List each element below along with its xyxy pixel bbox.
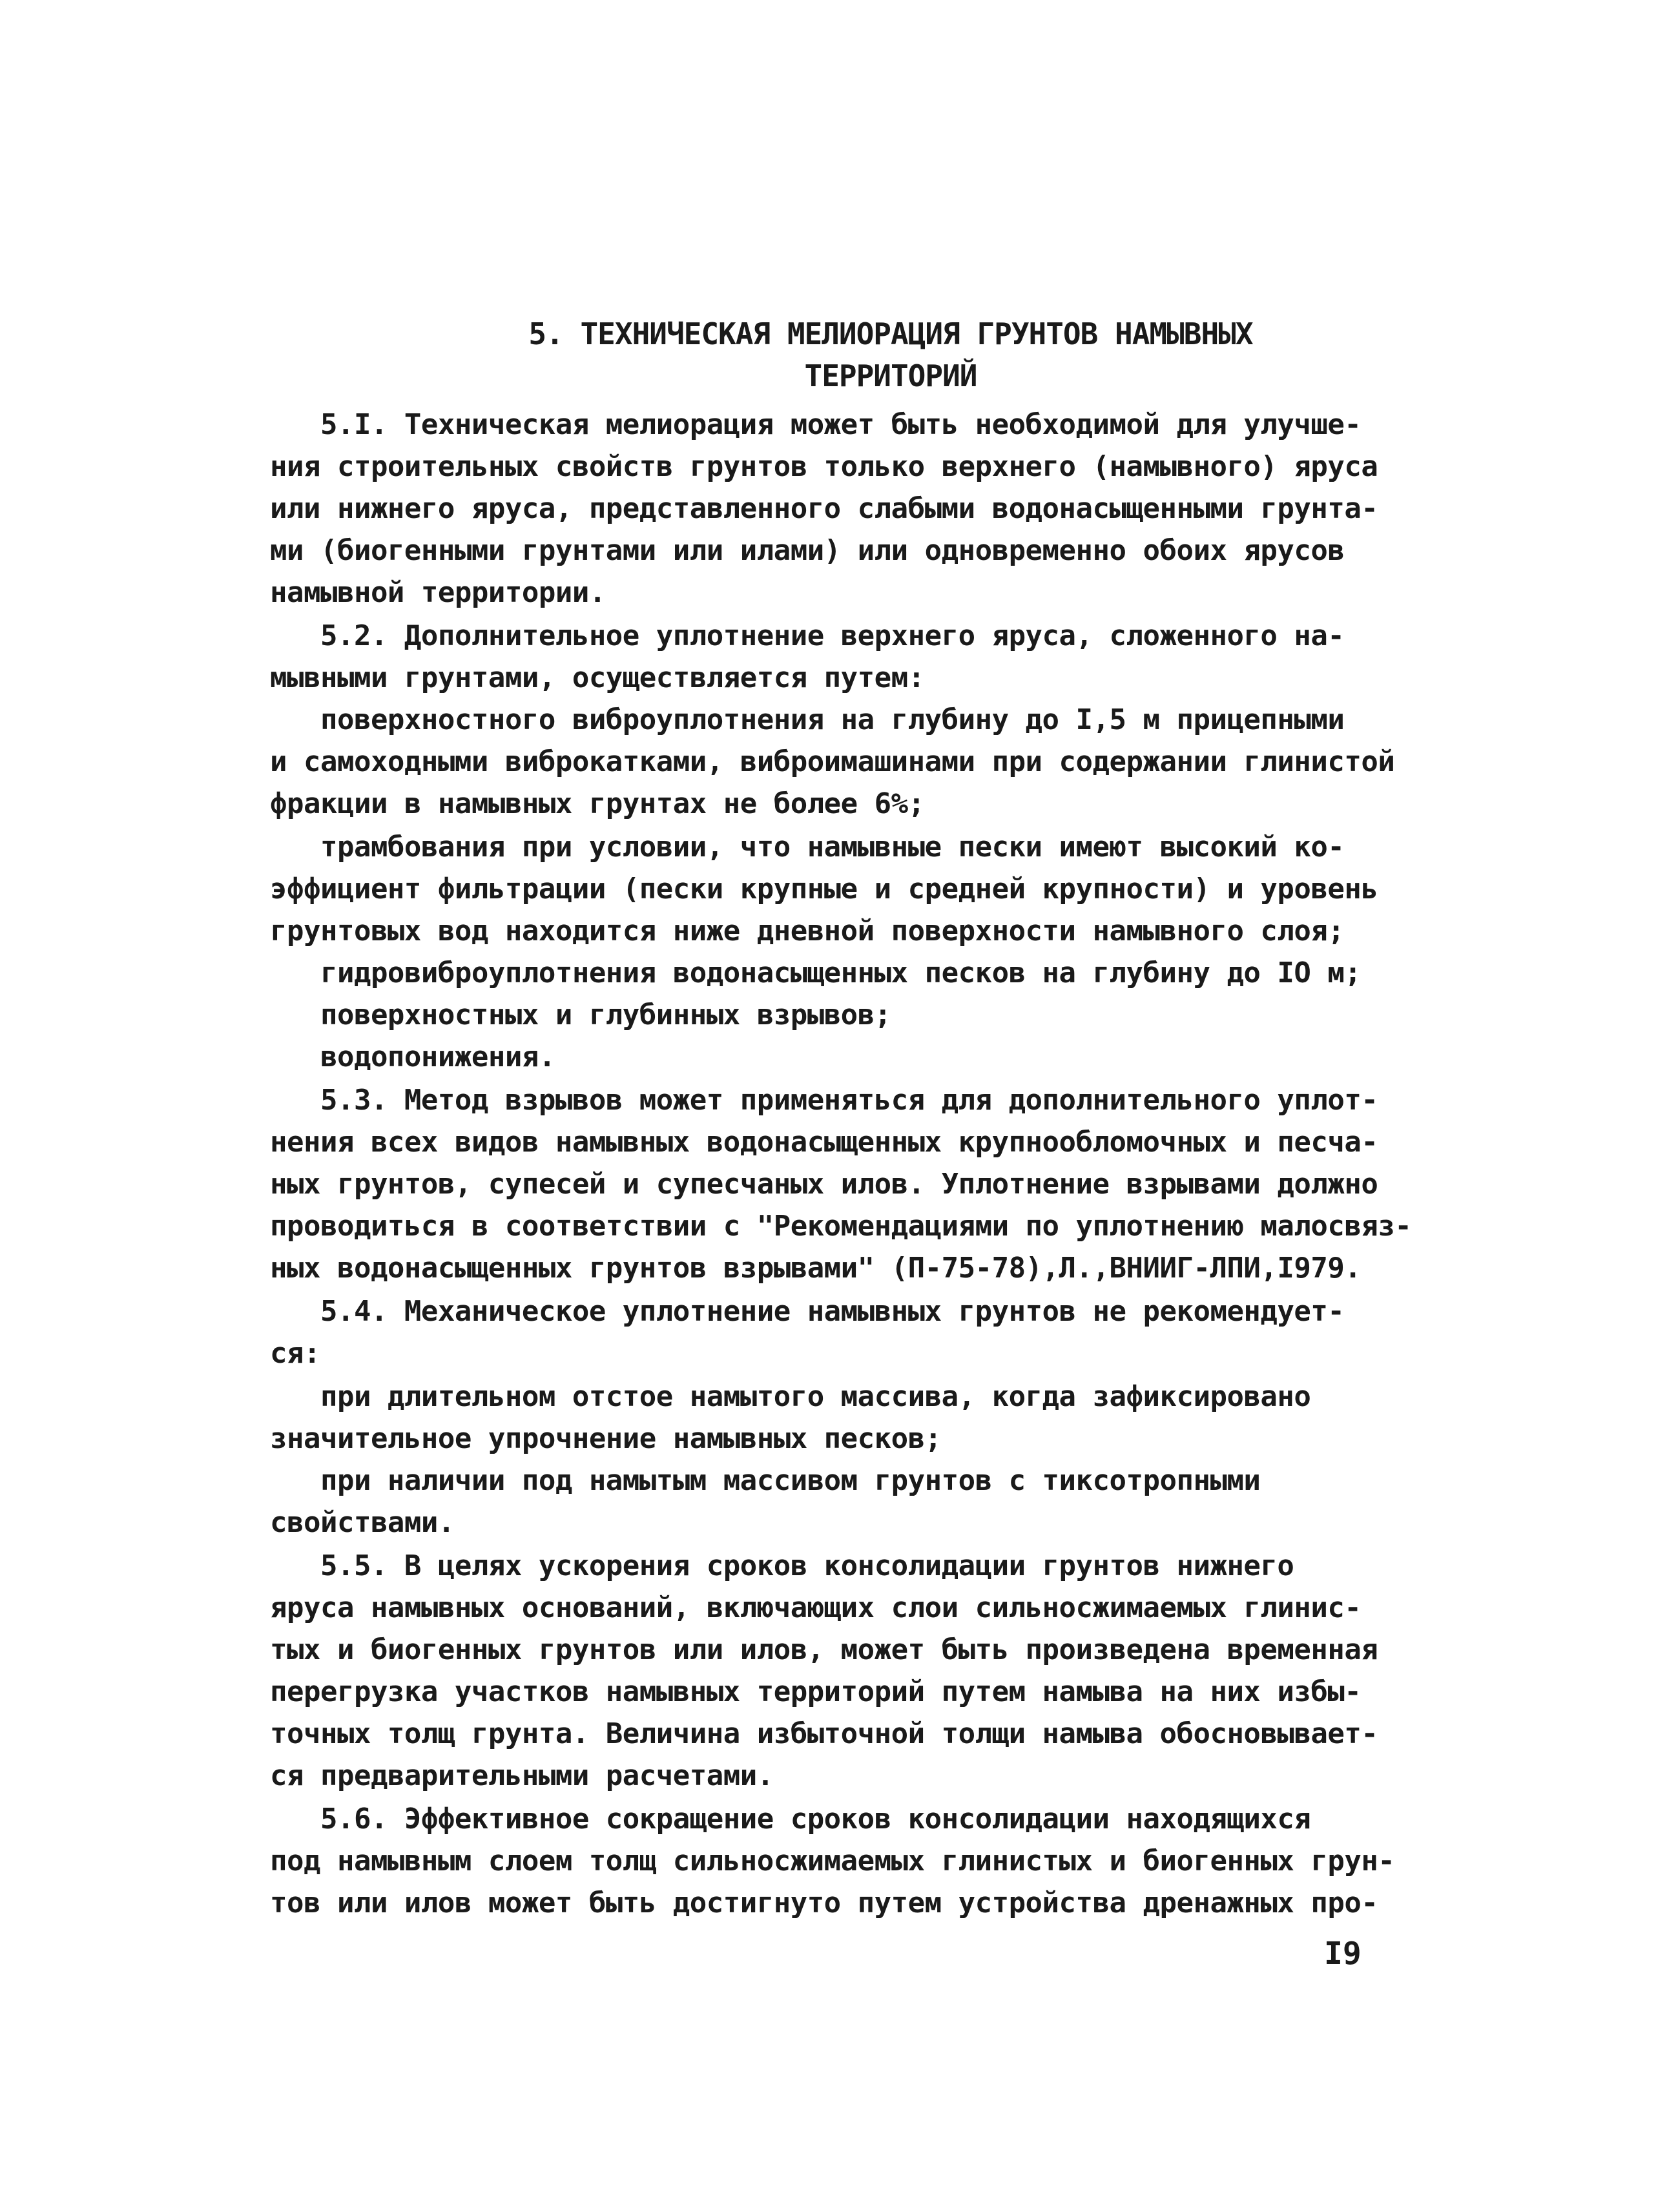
text-line: при наличии под намытым массивом грунтов с тиксотропными (270, 1464, 1261, 1497)
text-line: эффициент фильтрации (пески крупные и средней крупности) и уровень (270, 873, 1378, 905)
text-line: нения всех видов намывных водонасыщенных крупнообломочных и песча- (270, 1126, 1378, 1159)
text-line: трамбования при условии, что намывные пески имеют высокий ко- (270, 831, 1345, 863)
section-title-line-1: 5. ТЕХНИЧЕСКАЯ МЕЛИОРАЦИЯ ГРУНТОВ НАМЫВНЫХ (528, 316, 1253, 351)
text-line: фракции в намывных грунтах не более 6%; (270, 787, 925, 820)
text-line: поверхностных и глубинных взрывов; (270, 998, 891, 1031)
text-line: свойствами. (270, 1506, 455, 1539)
text-line: значительное упрочнение намывных песков; (270, 1422, 942, 1455)
text-line: ся предварительными расчетами. (270, 1759, 774, 1792)
text-line: водопонижения. (270, 1040, 555, 1073)
text-line: 5.3. Метод взрывов может применяться для дополнительного уплот- (270, 1084, 1378, 1117)
text-line: при длительном отстое намытого массива, когда зафиксировано (270, 1380, 1311, 1413)
text-line: мывными грунтами, осуществляется путем: (270, 661, 925, 694)
text-line: ных водонасыщенных грунтов взрывами" (П-75-78),Л.,ВНИИГ-ЛПИ,I979. (270, 1252, 1362, 1285)
text-line: точных толщ грунта. Величина избыточной толщи намыва обосновывает- (270, 1717, 1378, 1750)
text-line: 5.5. В целях ускорения сроков консолидации грунтов нижнего (270, 1549, 1294, 1582)
text-line: тых и биогенных грунтов или илов, может быть произведена временная (270, 1633, 1378, 1666)
text-line: 5.2. Дополнительное уплотнение верхнего яруса, сложенного на- (270, 619, 1345, 652)
text-line: ми (биогенными грунтами или илами) или одновременно обоих ярусов (270, 534, 1345, 567)
text-line: под намывным слоем толщ сильносжимаемых глинистых и биогенных грун- (270, 1845, 1395, 1877)
text-line: 5.4. Механическое уплотнение намывных грунтов не рекомендует- (270, 1295, 1345, 1328)
text-line: гидровиброуплотнения водонасыщенных песков на глубину до IO м; (270, 956, 1362, 989)
section-title-line-2: ТЕРРИТОРИЙ (804, 358, 977, 393)
text-line: поверхностного виброуплотнения на глубину до I,5 м прицепными (270, 703, 1345, 736)
text-line: и самоходными виброкатками, виброимашинами при содержании глинистой (270, 745, 1395, 778)
text-line: ния строительных свойств грунтов только верхнего (намывного) яруса (270, 450, 1378, 483)
text-line: 5.6. Эффективное сокращение сроков консолидации находящихся (270, 1803, 1311, 1835)
text-line: грунтовых вод находится ниже дневной поверхности намывного слоя; (270, 915, 1345, 947)
page-number: I9 (1324, 1936, 1362, 1972)
text-line: ных грунтов, супесей и супесчаных илов. Уплотнение взрывами должно (270, 1168, 1378, 1201)
text-line: перегрузка участков намывных территорий путем намыва на них избы- (270, 1675, 1362, 1708)
text-line: намывной территории. (270, 576, 606, 609)
text-line: ся: (270, 1337, 320, 1370)
text-line: яруса намывных оснований, включающих слои сильносжимаемых глинис- (270, 1591, 1362, 1624)
text-line: тов или илов может быть достигнуто путем устройства дренажных про- (270, 1886, 1378, 1919)
text-line: 5.I. Техническая мелиорация может быть необходимой для улучше- (270, 408, 1362, 441)
text-line: или нижнего яруса, представленного слабыми водонасыщенными грунта- (270, 492, 1378, 525)
text-line: проводиться в соответствии с "Рекомендациями по уплотнению малосвяз- (270, 1210, 1412, 1243)
